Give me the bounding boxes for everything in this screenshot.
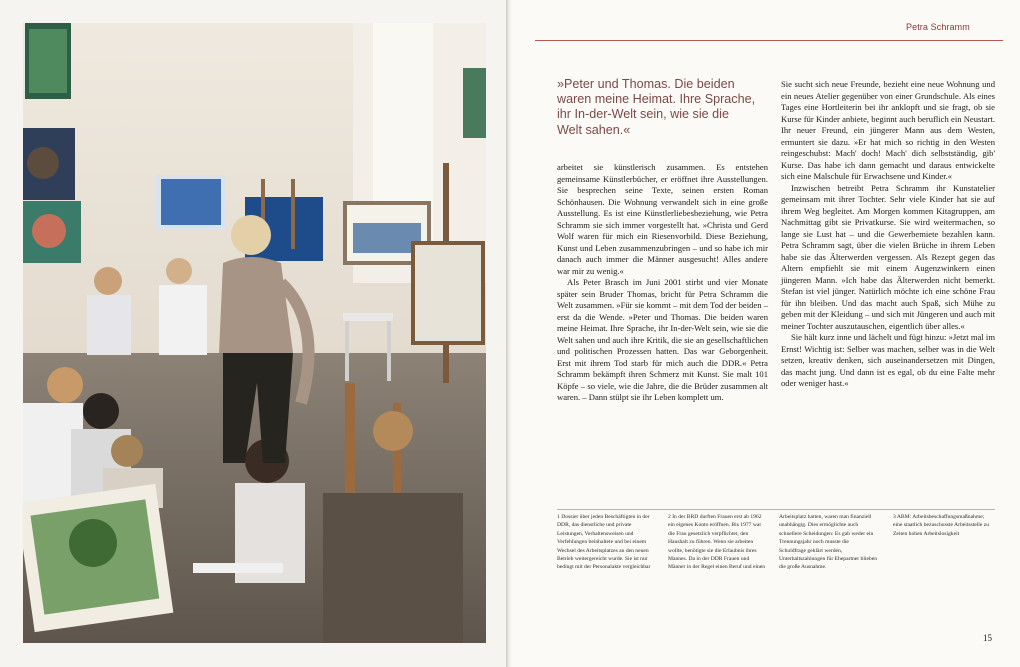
pull-quote: »Peter und Thomas. Die beiden waren meine Heimat. Ihre Sprache, ihr In-der-Welt sein, wie sie die Welt sahen.« [557, 77, 756, 137]
footnote-1: 1 Dossier über jeden Beschäftigten in der DDR, das dienstliche und private Leistungen, Verhaltensweisen und Verfehlungen beinhaltete und bei einem Wechsel des Arbeitsplatzes an den neuen Betrieb weitergereicht wurde. Sie ist nur bedingt mit der Personalakte vergleichbar [557, 514, 651, 571]
header-rule [535, 40, 1003, 41]
footnote-rule [557, 509, 995, 510]
text-column-2 [781, 79, 995, 390]
footnote-3: 3 ABM: Arbeitsbeschaffungsmaßnahme; eine staatlich bezuschusste Arbeitsstelle zu Zeiten hohen Arbeitslosigkeit [893, 514, 989, 537]
running-head: Petra Schramm [906, 22, 970, 32]
paragraph: Als Peter Brasch im Juni 2001 stirbt und vier Monate später sein Bruder Thomas, bricht für Petra Schramm die Welt zusammen. »Für sie kommt – mit dem Tod der beiden – erst da die Wende. »Peter und Thomas. Die beiden waren meine Heimat. Ihre Sprache, ihr In-der-Welt sein, wie sie die Welt sahen und auch ihre Kritik, die sie an gesellschaftlichen und politischen Prozessen hatten. Das war Geborgenheit. Erst mit ihrem Tod starb für mich auch die DDR.« Petra Schramm bekämpft ihren Schmerz mit Kunst. Sie malt 101 Köpfe – so viele, wie die Jahre, die die Brüder zusammen alt waren. – Dann stülpt sie ihr Leben komplett um. [557, 277, 768, 402]
left-page [0, 0, 508, 667]
paragraph: arbeitet sie künstlerisch zusammen. Es entstehen gemeinsame Künstlerbücher, er eröffnet ihre Ausstellungen. Sie besprechen seine Texte, seinen ersten Roman Schönhausen. Die Wohnung verwandelt sich in eine große Ausstellung. Es ist eine Künstlerliebesbeziehung, wie Petra Schramm sie sich immer vorgestellt hat. »Christa und Gerd Wolf waren für mich ein Riesenvorbild. Diese Beziehung, Kunst und Leben zusammenzubringen – und so habe ich mir danach auch immer die Männer ausgesucht! Alles andere war mir zu wenig.« [557, 162, 768, 276]
paragraph: Sie sucht sich neue Freunde, bezieht eine neue Wohnung und ein neues Atelier gegenüber von einer Grundschule. Als eines Tages eine Hortleiterin bei ihr anklopft und sie fragt, ob sie Kurse für Kinder anbiete, beginnt auch beruflich ein Neustart. Ihr neuer Freund, ein jüngerer Mann aus dem Westen, ermuntert sie dazu. »Er hat mich so richtig in den Westen reingeschubst: Mach' doch! Mach' dich selbstständig, gib' Kurse. Das habe ich dann gemacht und daraus entwickelte sich eine Malschule für Erwachsene und Kinder.« [781, 79, 995, 181]
paragraph: Sie hält kurz inne und lächelt und fügt hinzu: »Jetzt mal im Ernst! Wichtig ist: Selber was machen, selber was in die Welt setzen, kreativ denken, sich auseinandersetzen mit Dingen, das macht jung. Und dann ist es egal, ob du eine Falte mehr oder weniger hast.« [781, 332, 995, 388]
paragraph: Inzwischen betreibt Petra Schramm ihr Kunstatelier gemeinsam mit ihrer Tochter. Sehr viele Kinder hat sie auf ihrem Weg begleitet. Am Morgen kommen Kitagruppen, am Nachmittag gibt sie Privatkurse. Sie wird weitermachen, so lange sie Lust hat – und die Gewerbemiete bezahlen kann. Petra Schramm sagt, über die vielen Brüche in ihrem Leben habe sie das Älterwerden vergessen. Als Rezept gegen das Altern empfiehlt sie mit einem Augenzwinkern einen jüngeren Mann. »Ich habe das Älterwerden nicht bemerkt. Stefan ist viel jünger. Natürlich möchte ich eine schöne Frau für ihn bleiben. Und das macht auch Spaß, sich Mühe zu geben mit der Kleidung – und sich mit Jüngeren und auch mit meiner Tochter auszutauschen, eigentlich über alles.« [781, 182, 995, 331]
photo-illustration [23, 23, 486, 643]
art-class-photo [23, 23, 486, 643]
footnote-2-continued: Arbeitsplatz hatten, waren man finanziell unabhängig. Dies ermöglichte auch schnellere Scheidungen: Es gab weder ein Trennungsjahr noch musste die Schuldfrage geklärt werden, Unterhaltszahlungen für Ehepartner blieben die große Ausnahme. [779, 514, 878, 571]
page-number: 15 [983, 633, 992, 643]
footnote-2: 2 In der BRD durften Frauen erst ab 1962 ein eigenes Konto eröffnen. Bis 1977 war die Frau gesetzlich verpflichtet, den Haushalt zu führen. Wenn sie arbeiten wollte, benötigte sie die Erlaubnis ihres Mannes. Da in der DDR Frauen und Männer in der Regel einen Beruf und einen [668, 514, 766, 571]
text-column-1 [557, 162, 768, 404]
